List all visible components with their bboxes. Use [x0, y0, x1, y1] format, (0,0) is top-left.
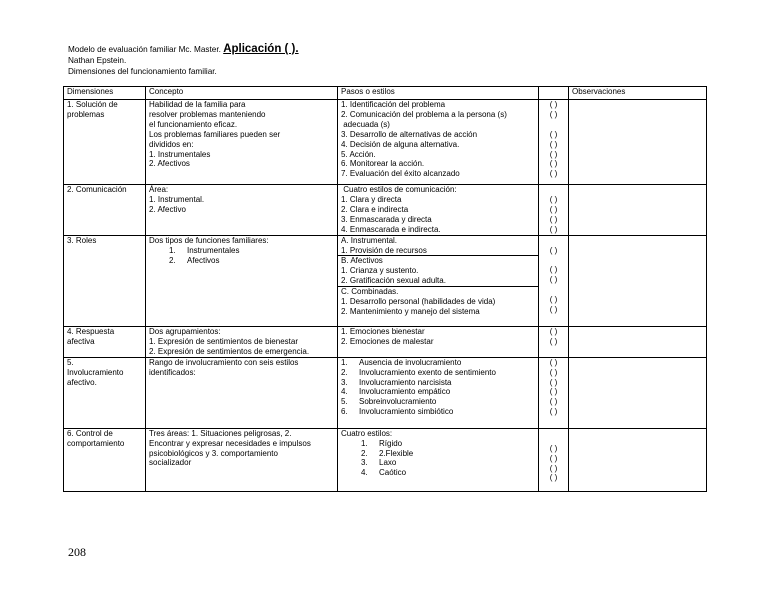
row4-concepto: Dos agrupamientos: 1. Expresión de sentimientos de bienestar 2. Expresión de sentimientos de emergencia. [146, 327, 338, 358]
row1-checkmarks [539, 100, 569, 185]
header-line-1 [68, 44, 299, 55]
checkbox-mark[interactable]: ( ) [549, 367, 558, 377]
evaluation-table [63, 86, 707, 492]
row3-concepto: Dos tipos de funciones familiares: 1. Instrumentales 2. Afectivos [146, 236, 338, 327]
checkbox-mark[interactable]: ( ) [549, 397, 558, 407]
row5-observaciones[interactable] [569, 357, 707, 428]
checkbox-mark[interactable]: ( ) [549, 274, 558, 284]
row6-checkmarks [539, 428, 569, 491]
row6-observaciones[interactable] [569, 428, 707, 491]
checkbox-mark[interactable]: ( ) [549, 407, 558, 417]
row4-checkmarks [539, 327, 569, 358]
checkbox-mark[interactable]: ( ) [549, 357, 558, 367]
checkbox-mark[interactable]: ( ) [549, 214, 558, 224]
row2-checkmarks [539, 185, 569, 236]
table-header-row [64, 87, 707, 100]
table-row [64, 428, 707, 491]
row6-concepto: Tres áreas: 1. Situaciones peligrosas, 2. Encontrar y expresar necesidades e impulsos psicobiológicos y 3. comportamiento socializador [146, 428, 338, 491]
row1-pasos: 1. Identificación del problema 2. Comunicación del problema a la persona (s) adecuada (s) 3. Desarrollo de alternativas de acción 4. Decisión de alguna alternativa. 5. Acción. 6. Monitorear la acción. 7. Evaluación del éxito alcanzado [338, 100, 539, 185]
row2-pasos: Cuatro estilos de comunicación: 1. Clara y directa 2. Clara e indirecta 3. Enmascarada y directa 4. Enmascarada e indirecta. [338, 185, 539, 236]
row2-dimension: 2. Comunicación [64, 185, 146, 236]
document-header [68, 44, 299, 77]
page-number: 208 [68, 545, 86, 559]
checkbox-mark[interactable]: ( ) [549, 129, 558, 139]
checkbox-mark[interactable]: ( ) [549, 327, 558, 336]
row3-pasos [338, 236, 539, 327]
checkbox-mark[interactable]: ( ) [549, 453, 558, 463]
row5-checkmarks [539, 357, 569, 428]
checkbox-mark[interactable]: ( ) [549, 224, 558, 234]
row1-observaciones[interactable] [569, 100, 707, 185]
checkbox-mark[interactable]: ( ) [549, 159, 558, 169]
checkbox-mark[interactable]: ( ) [549, 109, 558, 119]
checkbox-mark[interactable]: ( ) [549, 294, 558, 304]
row3-dimension: 3. Roles [64, 236, 146, 327]
checkbox-mark[interactable]: ( ) [549, 377, 558, 387]
header-pasos: Pasos o estilos [338, 87, 539, 100]
row6-dimension: 6. Control de comportamiento [64, 428, 146, 491]
row4-observaciones[interactable] [569, 327, 707, 358]
checkbox-mark[interactable]: ( ) [549, 204, 558, 214]
row5-concepto: Rango de involucramiento con seis estilos identificados: [146, 357, 338, 428]
table-row [64, 100, 707, 185]
header-marks [539, 87, 569, 100]
table-row [64, 327, 707, 358]
row2-concepto: Área: 1. Instrumental. 2. Afectivo [146, 185, 338, 236]
row4-dimension: 4. Respuesta afectiva [64, 327, 146, 358]
checkbox-mark[interactable]: ( ) [549, 473, 558, 483]
table-row [64, 357, 707, 428]
row3-observaciones[interactable] [569, 236, 707, 327]
row1-dimension: 1. Solución de problemas [64, 100, 146, 185]
row4-pasos: 1. Emociones bienestar 2. Emociones de malestar [338, 327, 539, 358]
row5-pasos: 1. Ausencia de involucramiento 2. Involucramiento exento de sentimiento 3. Involucramiento narcisista 4. Involucramiento empático 5. Sobreinvolucramiento 6. Involucramiento simbiótico [338, 357, 539, 428]
header-title: Modelo de evaluación familiar Mc. Master. [68, 45, 221, 54]
checkbox-mark[interactable]: ( ) [549, 169, 558, 179]
row1-concepto: Habilidad de la familia para resolver problemas manteniendo el funcionamiento eficaz. Los problemas familiares pueden ser divididos en: 1. Instrumentales 2. Afectivos [146, 100, 338, 185]
checkbox-mark[interactable]: ( ) [549, 387, 558, 397]
roles-combinadas: C. Combinadas. 1. Desarrollo personal (habilidades de vida) 2. Mantenimiento y manejo del sistema [341, 287, 496, 316]
checkbox-mark[interactable]: ( ) [549, 100, 558, 109]
header-concepto: Concepto [146, 87, 338, 100]
checkbox-mark[interactable]: ( ) [549, 149, 558, 159]
header-application: Aplicación ( ). [223, 43, 299, 55]
table-row [64, 185, 707, 236]
checkbox-mark[interactable]: ( ) [549, 304, 558, 314]
row2-observaciones[interactable] [569, 185, 707, 236]
row5-dimension: 5. Involucramiento afectivo. [64, 357, 146, 428]
row3-checkmarks [539, 236, 569, 327]
checkbox-mark[interactable]: ( ) [549, 443, 558, 453]
header-dimensiones: Dimensiones [64, 87, 146, 100]
header-author: Nathan Epstein. [68, 56, 127, 65]
row6-pasos: Cuatro estilos: 1. Rígido 2. 2.Flexible 3. Laxo 4. Caótico [338, 428, 539, 491]
roles-afectivos: B. Afectivos 1. Crianza y sustento. 2. Gratificación sexual adulta. [338, 256, 538, 287]
checkbox-mark[interactable]: ( ) [549, 336, 558, 346]
table-row [64, 236, 707, 327]
checkbox-mark[interactable]: ( ) [549, 463, 558, 473]
header-observaciones: Observaciones [569, 87, 707, 100]
checkbox-mark[interactable]: ( ) [549, 264, 558, 274]
header-subtitle: Dimensiones del funcionamiento familiar. [68, 67, 217, 76]
roles-instrumental: A. Instrumental. 1. Provisión de recursos [338, 236, 538, 256]
checkbox-mark[interactable]: ( ) [549, 246, 558, 255]
checkbox-mark[interactable]: ( ) [549, 194, 558, 204]
checkbox-mark[interactable]: ( ) [549, 139, 558, 149]
